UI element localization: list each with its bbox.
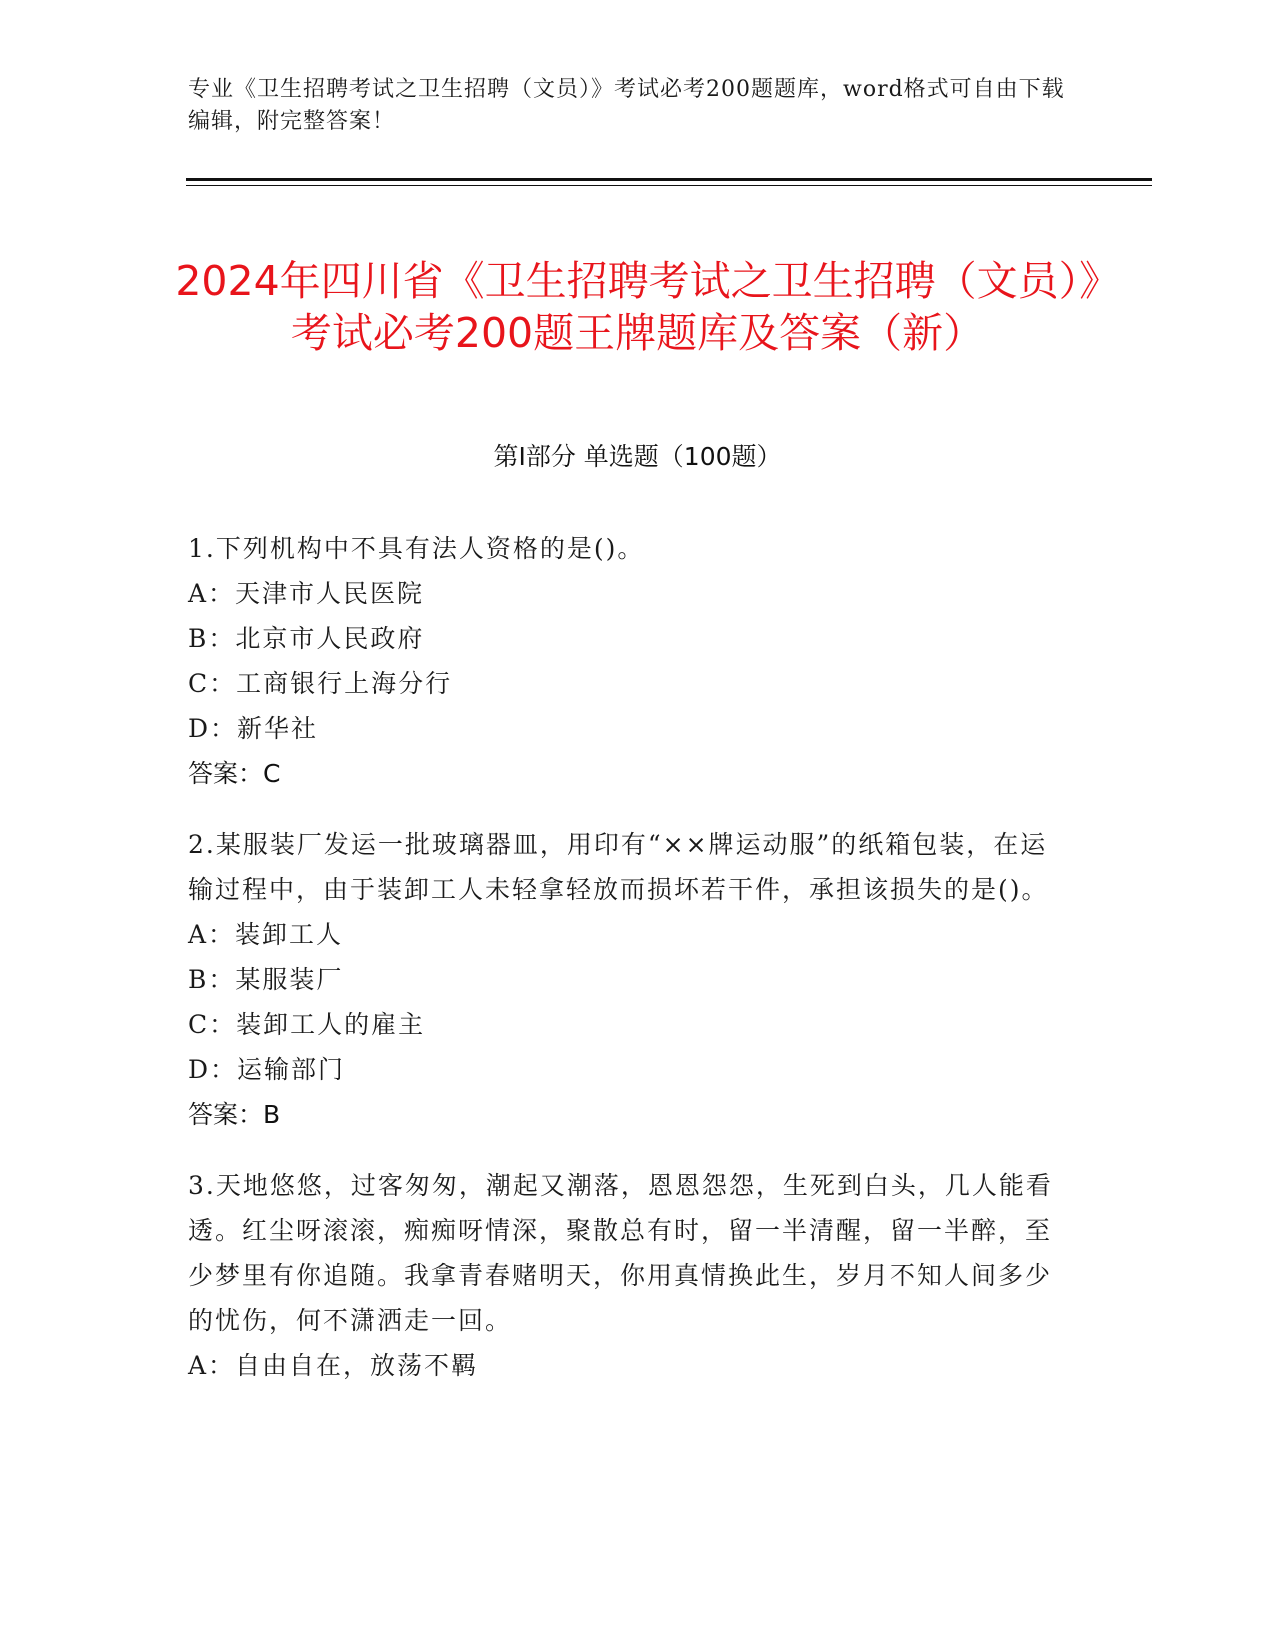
header-divider-thin [186,185,1152,186]
document-title: 2024年四川省《卫生招聘考试之卫生招聘（文员）》考试必考200题王牌题库及答案（新） [175,257,1100,358]
answer-line: 答案：C [188,759,281,788]
section-heading: 第I部分 单选题（100题） [493,442,782,471]
option-b: B：某服装厂 [188,965,344,994]
question-stem: 2.某服装厂发运一批玻璃器皿，用印有“××牌运动服”的纸箱包装，在运输过程中，由于装卸工人未轻拿轻放而损坏若干件，承担该损失的是()。 [188,830,1049,904]
option-a: A：装卸工人 [188,920,344,949]
option-b: B：北京市人民政府 [188,624,425,653]
question-list [188,526,1068,1414]
option-c: C：装卸工人的雇主 [188,1010,426,1039]
option-c: C：工商银行上海分行 [188,669,453,698]
option-a: A：天津市人民医院 [188,579,425,608]
question-stem: 3.天地悠悠，过客匆匆，潮起又潮落，恩恩怨怨，生死到白头，几人能看透。红尘呀滚滚，痴痴呀情深，聚散总有时，留一半清醒，留一半醉，至少梦里有你追随。我拿青春赌明天，你用真情换此生，岁月不知人间多少的忧伤，何不潇洒走一回。 [188,1171,1053,1335]
option-a: A：自由自在，放荡不羁 [188,1351,479,1380]
answer-line: 答案：B [188,1100,281,1129]
option-d: D：运输部门 [188,1055,346,1084]
question-2 [188,822,1068,1137]
header-divider-thick [186,178,1152,181]
header-note: 专业《卫生招聘考试之卫生招聘（文员）》考试必考200题题库，word格式可自由下载编辑，附完整答案！ [188,77,1065,134]
option-d: D：新华社 [188,714,319,743]
question-3 [188,1163,1068,1388]
question-stem: 1.下列机构中不具有法人资格的是()。 [188,534,645,563]
question-1 [188,526,1068,796]
